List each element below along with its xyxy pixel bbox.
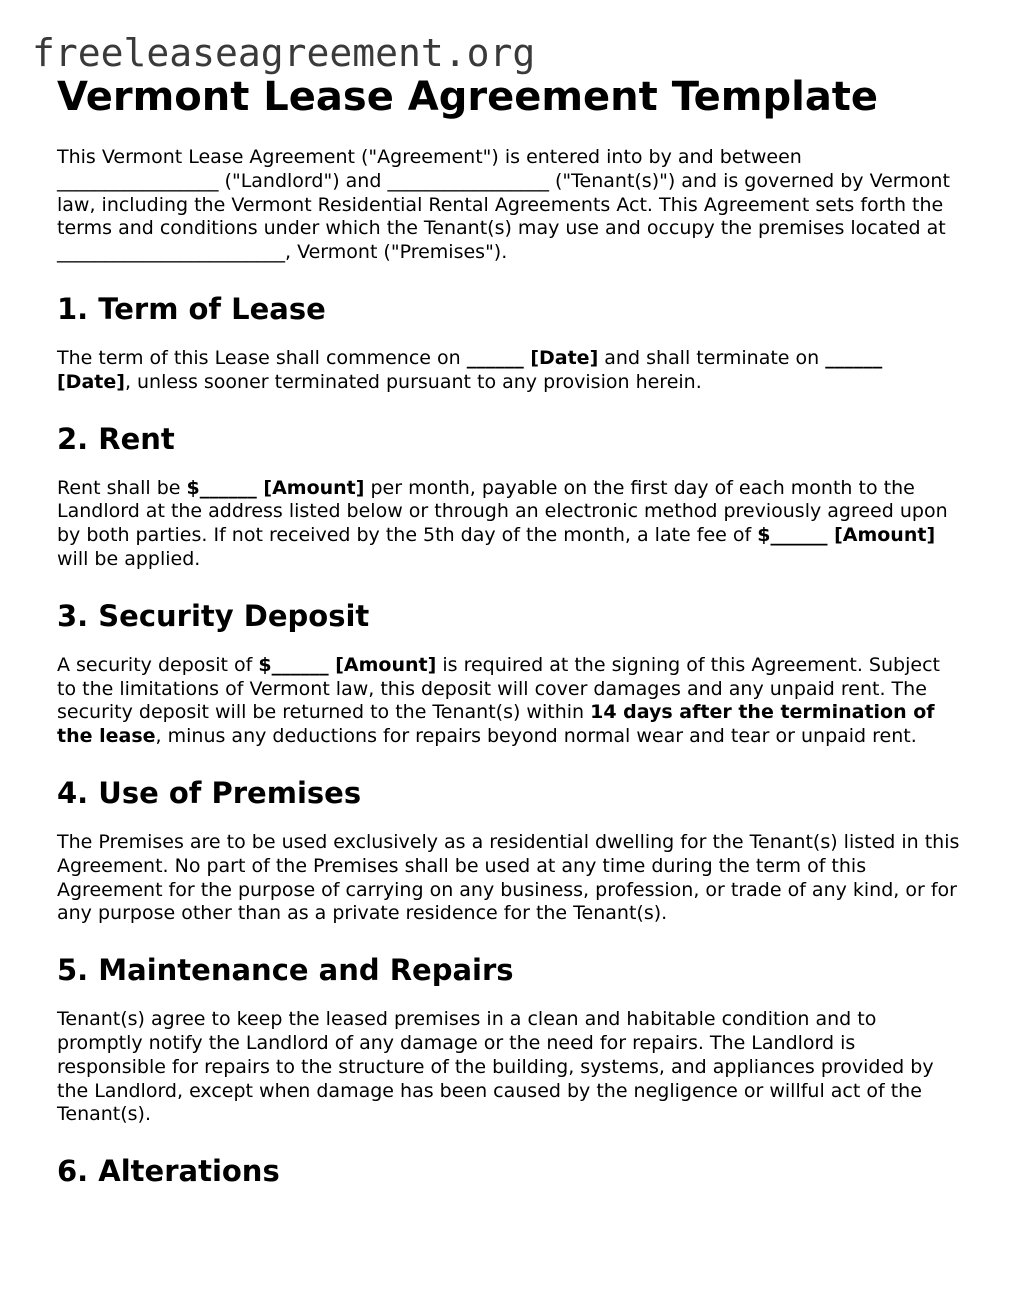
section-heading-security-deposit: 3. Security Deposit <box>57 598 370 633</box>
section-text: A security deposit of <box>57 653 259 676</box>
section-text: The term of this Lease shall commence on <box>57 346 467 369</box>
section-heading-rent: 2. Rent <box>57 421 175 456</box>
landlord-name-blank: _________________ <box>57 169 219 192</box>
section-rent-paragraph <box>57 477 962 572</box>
intro-text: ("Tenant(s)") and is governed by Vermont law, including the Vermont Residential Rental Agreements Act. This Agreement sets forth the terms and conditions under which the Tenant(s) may use and occupy the premises located at <box>57 169 950 240</box>
intro-text: ("Landlord") and <box>218 169 388 192</box>
section-heading-maintenance: 5. Maintenance and Repairs <box>57 953 514 988</box>
tenant-name-blank: _________________ <box>387 169 549 192</box>
document-body <box>57 72 962 1189</box>
late-fee-amount-blank: $______ [Amount] <box>757 524 936 547</box>
start-date-blank: ______ [Date] <box>466 346 599 369</box>
deposit-return-deadline: 14 days after the termination of the lease <box>57 701 935 748</box>
section-heading-term: 1. Term of Lease <box>57 291 326 326</box>
section-maintenance-paragraph: Tenant(s) agree to keep the leased premises in a clean and habitable condition and to promptly notify the Landlord of any damage or the need for repairs. The Landlord is responsible for repairs to the structure of the building, systems, and appliances provided by the Landlord, except when damage has been caused by the negligence or willful act of the Tenant(s). <box>57 1008 934 1126</box>
intro-text: , Vermont ("Premises"). <box>285 241 508 264</box>
section-use-paragraph: The Premises are to be used exclusively as a residential dwelling for the Tenant(s) listed in this Agreement. No part of the Premises shall be used at any time during the term of this Agreement for the purpose of carrying on any business, profession, or trade of any kind, or for any purpose other than as a private residence for the Tenant(s). <box>57 830 960 925</box>
section-text: Rent shall be <box>57 476 187 499</box>
section-text: and shall terminate on <box>598 346 826 369</box>
section-text: will be applied. <box>57 547 201 570</box>
intro-paragraph <box>57 146 962 265</box>
document-title: Vermont Lease Agreement Template <box>57 74 879 120</box>
section-deposit-paragraph <box>57 654 962 749</box>
premises-address-blank: ________________________ <box>57 241 285 264</box>
end-date-blank: ______ [Date] <box>57 346 883 393</box>
section-heading-alterations: 6. Alterations <box>57 1154 280 1189</box>
section-heading-use-of-premises: 4. Use of Premises <box>57 775 362 810</box>
deposit-amount-blank: $______ [Amount] <box>258 653 437 676</box>
site-watermark: freeleaseagreement.org <box>32 31 536 75</box>
intro-text: This Vermont Lease Agreement ("Agreement") is entered into by and between <box>57 146 802 168</box>
section-text: , unless sooner terminated pursuant to any provision herein. <box>124 370 702 393</box>
section-text: , minus any deductions for repairs beyond normal wear and tear or unpaid rent. <box>155 725 917 748</box>
section-text: per month, payable on the first day of each month to the Landlord at the address listed below or through an electronic method previously agreed upon by both parties. If not received by the 5th day of the month, a late fee of <box>57 476 948 547</box>
section-term-paragraph <box>57 347 962 395</box>
section-text: is required at the signing of this Agreement. Subject to the limitations of Vermont law, this deposit will cover damages and any unpaid rent. The security deposit will be returned to the Tenant(s) within <box>57 653 940 724</box>
rent-amount-blank: $______ [Amount] <box>186 476 365 499</box>
